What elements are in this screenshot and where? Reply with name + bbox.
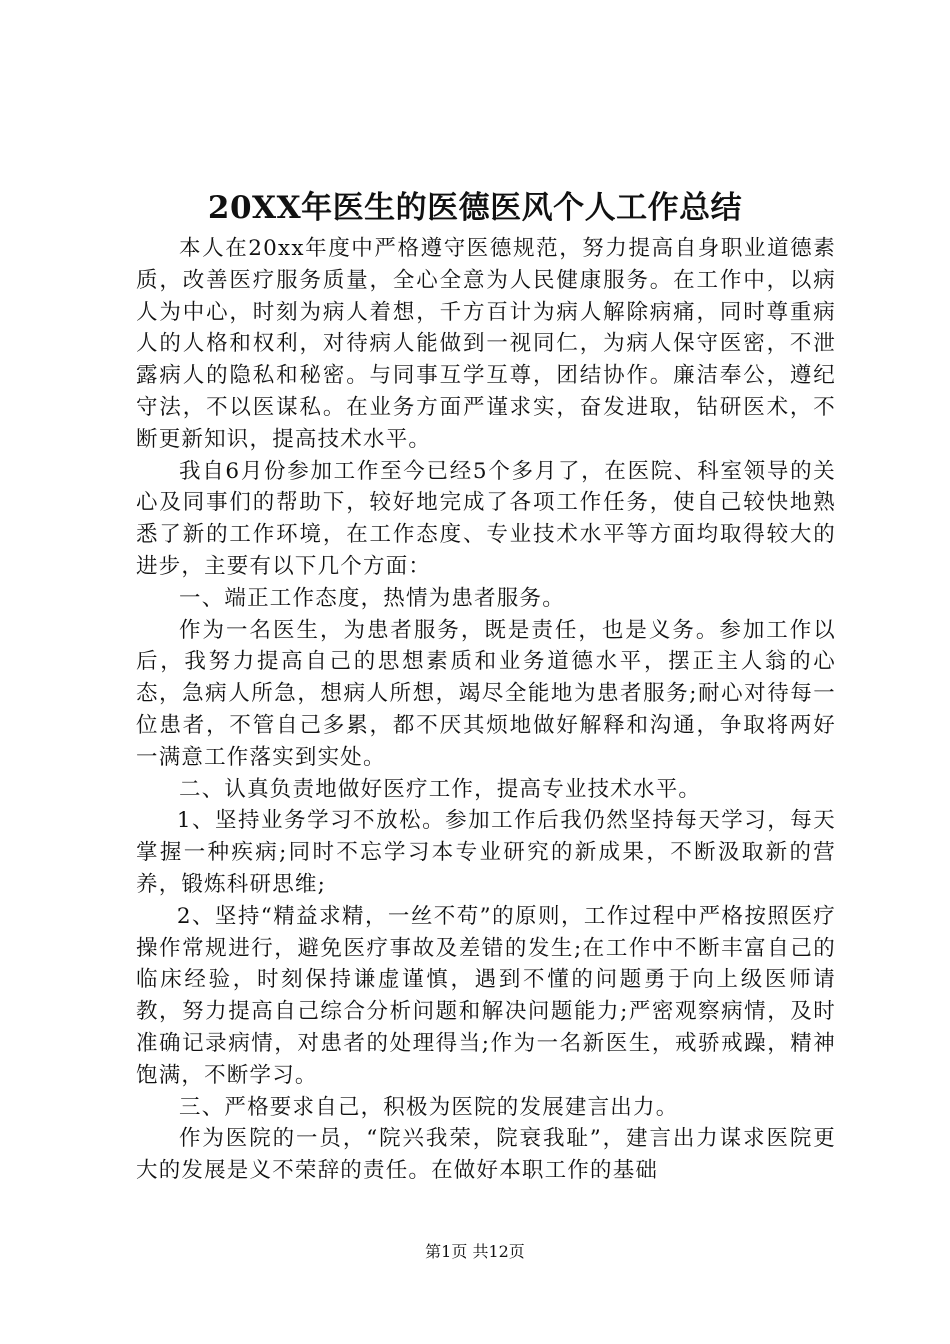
paragraph-item-2: 2、坚持“精益求精，一丝不苟”的原则，工作过程中严格按照医疗操作常规进行，避免医疗事故及差错的发生;在工作中不断丰富自己的临床经验，时刻保持谦虚谨慎，遇到不懂的问题勇于向上级医师请教，努力提高自己综合分析问题和解决问题能力;严密观察病情，及时准确记录病情，对患者的处理得当;作为一名新医生，戒骄戒躁，精神饱满，不断学习。 xyxy=(136,903,836,1088)
paragraph-intro: 本人在20xx年度中严格遵守医德规范，努力提高自身职业道德素质，改善医疗服务质量，全心全意为人民健康服务。在工作中，以病人为中心，时刻为病人着想，千方百计为病人解除病痛，同时尊重病人的人格和权利，对待病人能做到一视同仁，为病人保守医密，不泄露病人的隐私和秘密。与同事互学互尊，团结协作。廉洁奉公，遵纪守法，不以医谋私。在业务方面严谨求实，奋发进取，钻研医术，不断更新知识，提高技术水平。 xyxy=(136,236,836,452)
paragraph-overview: 我自6月份参加工作至今已经5个多月了，在医院、科室领导的关心及同事们的帮助下，较好地完成了各项工作任务，使自己较快地熟悉了新的工作环境，在工作态度、专业技术水平等方面均取得较大的进步，主要有以下几个方面： xyxy=(136,458,836,579)
document-body xyxy=(136,233,836,1187)
section-heading-3: 三、严格要求自己，积极为医院的发展建言出力。 xyxy=(179,1094,679,1120)
section-heading-1: 一、端正工作态度，热情为患者服务。 xyxy=(179,585,565,611)
section-heading-2: 二、认真负责地做好医疗工作，提高专业技术水平。 xyxy=(179,776,702,802)
page-number-footer: 第1页 共12页 xyxy=(425,1242,525,1261)
document-title: 20XX年医生的医德医风个人工作总结 xyxy=(207,190,743,226)
paragraph-section-3: 作为医院的一员，“院兴我荣，院衰我耻”，建言出力谋求医院更大的发展是义不荣辞的责任。在做好本职工作的基础 xyxy=(136,1126,836,1184)
paragraph-item-1: 1、坚持业务学习不放松。参加工作后我仍然坚持每天学习，每天掌握一种疾病;同时不忘学习本专业研究的新成果，不断汲取新的营养，锻炼科研思维; xyxy=(136,808,836,897)
paragraph-section-1: 作为一名医生，为患者服务，既是责任，也是义务。参加工作以后，我努力提高自己的思想素质和业务道德水平，摆正主人翁的心态，急病人所急，想病人所想，竭尽全能地为患者服务;耐心对待每一位患者，不管自己多累，都不厌其烦地做好解释和沟通，争取将两好一满意工作落实到实处。 xyxy=(136,617,836,770)
